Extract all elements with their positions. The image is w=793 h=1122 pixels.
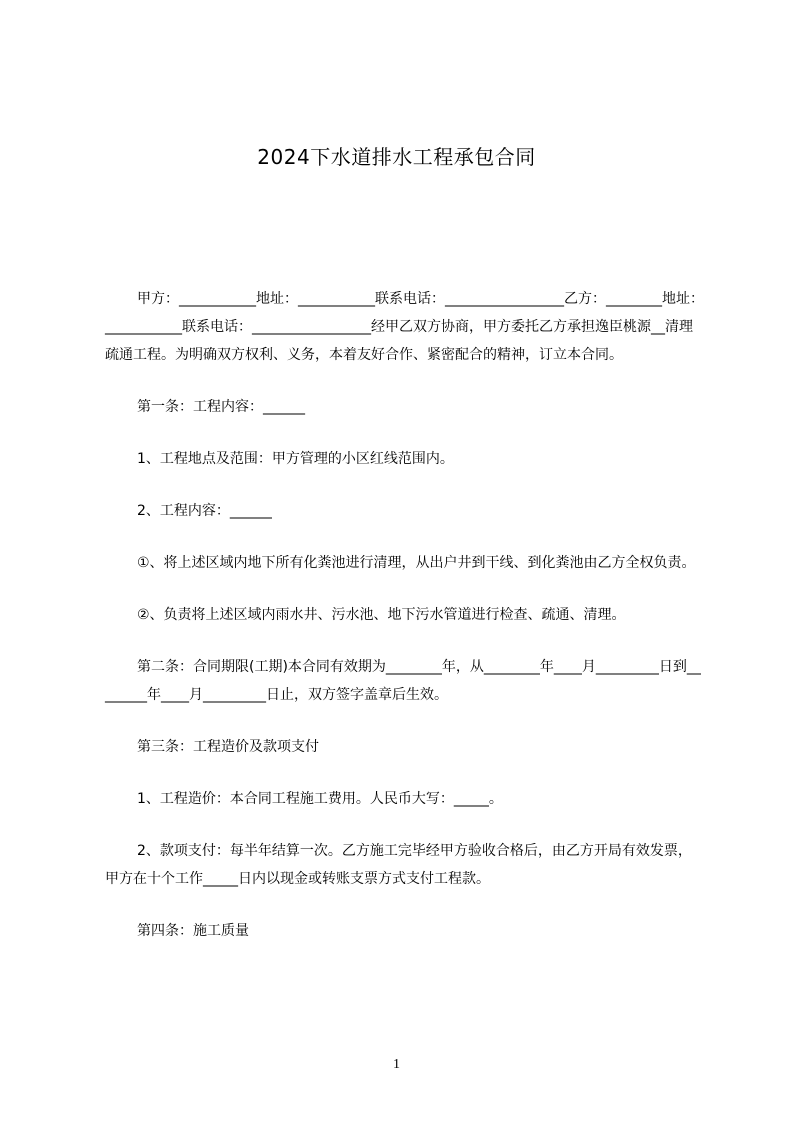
article-1-subitem-1: ①、将上述区域内地下所有化粪池进行清理，从出户井到干线、到化粪池由乙方全权负责。 (137, 555, 696, 571)
page-number: 1 (393, 1057, 400, 1072)
parties-paragraph: 甲方：___________地址：___________联系电话：_________________乙方：________地址：___________联系电话：_________________经甲乙双方协商，甲方委托乙方承担逸臣桃源__清理疏通工程。为明确双方权利、义务，本着友好合作、紧密配合的精神，订立本合同。 (105, 291, 704, 363)
article-1-heading: 第一条：工程内容：______ (137, 399, 305, 415)
article-1-item-2: 2、工程内容：______ (137, 503, 272, 519)
article-3-item-1: 1、工程造价：本合同工程施工费用。人民币大写：_____。 (137, 791, 503, 807)
article-2-paragraph: 第二条：合同期限(工期)本合同有效期为________年，从________年____月_________日到________年____月_________日止，双方签字盖章后生效。 (105, 659, 701, 703)
article-4-heading: 第四条：施工质量 (137, 923, 249, 939)
document-body (105, 285, 705, 945)
document-title: 2024下水道排水工程承包合同 (257, 145, 536, 169)
article-3-item-2: 2、款项支付：每半年结算一次。乙方施工完毕经甲方验收合格后，由乙方开局有效发票，甲方在十个工作_____日内以现金或转账支票方式支付工程款。 (105, 843, 692, 887)
article-1-item-1: 1、工程地点及范围：甲方管理的小区红线范围内。 (137, 451, 454, 467)
article-3-heading: 第三条：工程造价及款项支付 (137, 739, 319, 755)
article-1-subitem-2: ②、负责将上述区域内雨水井、污水池、地下污水管道进行检查、疏通、清理。 (137, 607, 626, 623)
